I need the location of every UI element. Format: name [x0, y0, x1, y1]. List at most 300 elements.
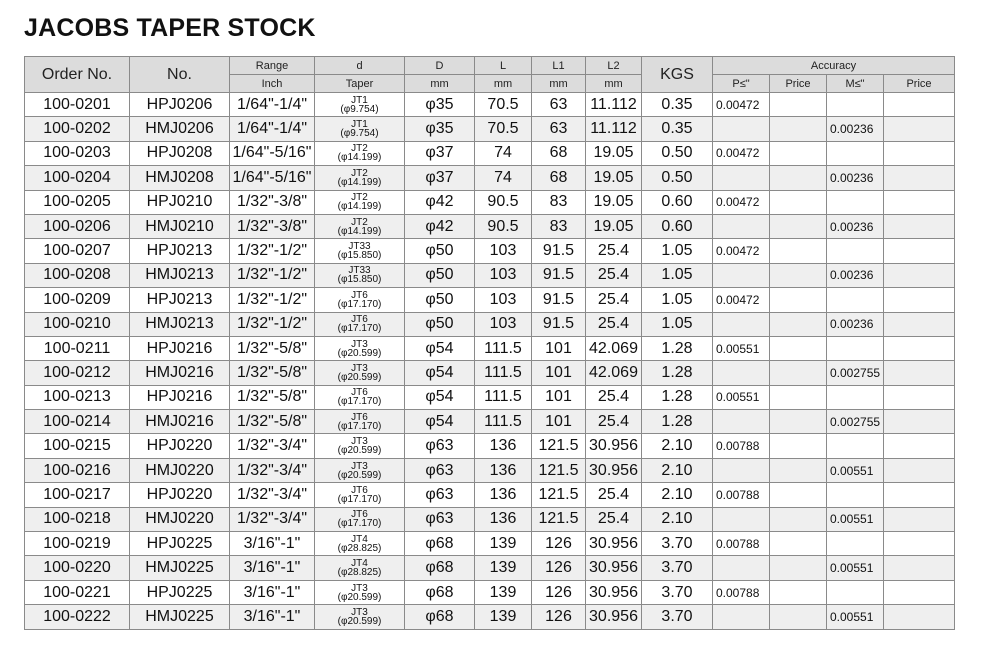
taper-diameter: (φ15.850) — [337, 250, 382, 262]
cell-accuracy-m — [827, 141, 884, 165]
cell-L2: 25.4 — [586, 288, 642, 312]
cell-L2: 25.4 — [586, 263, 642, 287]
cell-kgs: 1.05 — [642, 288, 713, 312]
cell-accuracy-m: 0.00236 — [827, 312, 884, 336]
cell-taper — [315, 434, 405, 458]
cell-accuracy-m — [827, 239, 884, 263]
cell-D: φ68 — [405, 580, 475, 604]
taper-name: JT6 — [351, 484, 368, 496]
cell-taper — [315, 336, 405, 360]
cell-L1: 121.5 — [532, 483, 586, 507]
taper-name: JT2 — [351, 216, 368, 228]
cell-taper — [315, 556, 405, 580]
header-L1: L1 — [532, 57, 586, 75]
cell-price-p — [770, 361, 827, 385]
cell-price-m — [884, 263, 955, 287]
cell-price-m — [884, 556, 955, 580]
header-price-m: Price — [884, 75, 955, 93]
cell-range: 3/16"-1" — [230, 532, 315, 556]
header-L2-unit: mm — [586, 75, 642, 93]
taper-diameter: (φ20.599) — [337, 469, 382, 481]
cell-order-no: 100-0216 — [25, 458, 130, 482]
taper-name: JT3 — [351, 338, 368, 350]
cell-kgs: 1.28 — [642, 336, 713, 360]
cell-taper — [315, 166, 405, 190]
cell-accuracy-m — [827, 190, 884, 214]
taper-diameter: (φ15.850) — [337, 274, 382, 286]
cell-L2: 42.069 — [586, 336, 642, 360]
cell-kgs: 1.05 — [642, 312, 713, 336]
cell-accuracy-m: 0.00551 — [827, 605, 884, 629]
cell-kgs: 0.60 — [642, 190, 713, 214]
taper-name: JT4 — [351, 533, 368, 545]
taper-name: JT33 — [348, 265, 371, 277]
taper-diameter: (φ17.170) — [337, 493, 382, 505]
cell-D: φ50 — [405, 239, 475, 263]
page-title: JACOBS TAPER STOCK — [24, 14, 316, 42]
cell-no: HPJ0220 — [130, 483, 230, 507]
cell-kgs: 0.35 — [642, 117, 713, 141]
cell-accuracy-m: 0.00551 — [827, 507, 884, 531]
cell-L: 103 — [475, 288, 532, 312]
cell-L: 136 — [475, 507, 532, 531]
cell-no: HMJ0220 — [130, 458, 230, 482]
cell-order-no: 100-0221 — [25, 580, 130, 604]
cell-L: 70.5 — [475, 117, 532, 141]
cell-L2: 30.956 — [586, 434, 642, 458]
cell-L2: 30.956 — [586, 532, 642, 556]
cell-taper — [315, 361, 405, 385]
cell-accuracy-p: 0.00472 — [713, 288, 770, 312]
cell-no: HMJ0216 — [130, 410, 230, 434]
cell-range: 1/64"-1/4" — [230, 93, 315, 117]
cell-taper — [315, 312, 405, 336]
cell-order-no: 100-0203 — [25, 141, 130, 165]
taper-diameter: (φ17.170) — [337, 298, 382, 310]
taper-name: JT2 — [351, 167, 368, 179]
cell-order-no: 100-0206 — [25, 214, 130, 238]
taper-diameter: (φ14.199) — [337, 152, 382, 164]
cell-range: 1/32"-3/4" — [230, 507, 315, 531]
cell-no: HPJ0208 — [130, 141, 230, 165]
table-row — [25, 141, 955, 165]
cell-accuracy-p: 0.00472 — [713, 190, 770, 214]
cell-taper — [315, 190, 405, 214]
cell-order-no: 100-0219 — [25, 532, 130, 556]
cell-no: HPJ0216 — [130, 385, 230, 409]
cell-taper — [315, 580, 405, 604]
table-row — [25, 93, 955, 117]
cell-accuracy-m — [827, 336, 884, 360]
cell-L2: 30.956 — [586, 605, 642, 629]
cell-L: 111.5 — [475, 385, 532, 409]
cell-accuracy-m — [827, 288, 884, 312]
cell-no: HPJ0206 — [130, 93, 230, 117]
cell-price-m — [884, 336, 955, 360]
cell-price-p — [770, 117, 827, 141]
cell-price-p — [770, 532, 827, 556]
cell-L: 139 — [475, 580, 532, 604]
header-L2: L2 — [586, 57, 642, 75]
cell-order-no: 100-0214 — [25, 410, 130, 434]
cell-accuracy-m — [827, 532, 884, 556]
taper-diameter: (φ9.754) — [340, 128, 379, 140]
cell-taper — [315, 385, 405, 409]
cell-order-no: 100-0222 — [25, 605, 130, 629]
cell-L: 103 — [475, 263, 532, 287]
cell-taper — [315, 93, 405, 117]
cell-L: 74 — [475, 166, 532, 190]
taper-name: JT6 — [351, 411, 368, 423]
cell-price-m — [884, 580, 955, 604]
cell-accuracy-m — [827, 385, 884, 409]
taper-name: JT3 — [351, 460, 368, 472]
header-d-unit: Taper — [315, 75, 405, 93]
cell-L1: 63 — [532, 93, 586, 117]
cell-L2: 30.956 — [586, 458, 642, 482]
cell-taper — [315, 117, 405, 141]
cell-range: 1/64"-1/4" — [230, 117, 315, 141]
cell-price-p — [770, 288, 827, 312]
cell-taper — [315, 483, 405, 507]
cell-L: 111.5 — [475, 336, 532, 360]
cell-no: HPJ0225 — [130, 532, 230, 556]
cell-accuracy-p — [713, 507, 770, 531]
cell-price-m — [884, 141, 955, 165]
cell-accuracy-m: 0.00236 — [827, 117, 884, 141]
taper-name: JT6 — [351, 289, 368, 301]
table-row — [25, 312, 955, 336]
cell-D: φ35 — [405, 93, 475, 117]
header-range: Range — [230, 57, 315, 75]
taper-name: JT6 — [351, 314, 368, 326]
cell-price-m — [884, 117, 955, 141]
cell-L1: 126 — [532, 580, 586, 604]
cell-order-no: 100-0207 — [25, 239, 130, 263]
cell-range: 1/32"-3/4" — [230, 434, 315, 458]
table-row — [25, 556, 955, 580]
cell-L: 103 — [475, 312, 532, 336]
cell-kgs: 1.28 — [642, 361, 713, 385]
header-no: No. — [130, 57, 230, 93]
cell-range: 3/16"-1" — [230, 605, 315, 629]
cell-price-p — [770, 556, 827, 580]
taper-diameter: (φ20.599) — [337, 615, 382, 627]
cell-D: φ50 — [405, 288, 475, 312]
cell-taper — [315, 288, 405, 312]
cell-accuracy-p — [713, 166, 770, 190]
cell-order-no: 100-0208 — [25, 263, 130, 287]
taper-diameter: (φ20.599) — [337, 591, 382, 603]
cell-price-p — [770, 93, 827, 117]
taper-diameter: (φ14.199) — [337, 225, 382, 237]
table-row — [25, 117, 955, 141]
cell-L2: 25.4 — [586, 385, 642, 409]
cell-L2: 42.069 — [586, 361, 642, 385]
table-row — [25, 434, 955, 458]
cell-range: 1/64"-5/16" — [230, 141, 315, 165]
cell-kgs: 1.05 — [642, 239, 713, 263]
cell-kgs: 2.10 — [642, 507, 713, 531]
cell-kgs: 2.10 — [642, 483, 713, 507]
cell-accuracy-m: 0.00236 — [827, 263, 884, 287]
cell-L1: 101 — [532, 410, 586, 434]
cell-price-m — [884, 312, 955, 336]
cell-L2: 30.956 — [586, 580, 642, 604]
header-d: d — [315, 57, 405, 75]
cell-accuracy-p: 0.00472 — [713, 93, 770, 117]
cell-L2: 25.4 — [586, 239, 642, 263]
cell-D: φ68 — [405, 605, 475, 629]
cell-taper — [315, 410, 405, 434]
cell-price-m — [884, 166, 955, 190]
cell-price-p — [770, 410, 827, 434]
cell-L1: 83 — [532, 190, 586, 214]
cell-L: 136 — [475, 458, 532, 482]
cell-accuracy-p — [713, 605, 770, 629]
cell-no: HMJ0213 — [130, 263, 230, 287]
table-row — [25, 214, 955, 238]
cell-range: 1/32"-5/8" — [230, 410, 315, 434]
cell-L2: 11.112 — [586, 117, 642, 141]
cell-kgs: 3.70 — [642, 532, 713, 556]
cell-taper — [315, 239, 405, 263]
cell-kgs: 0.60 — [642, 214, 713, 238]
cell-L: 90.5 — [475, 214, 532, 238]
cell-range: 1/32"-1/2" — [230, 239, 315, 263]
cell-kgs: 3.70 — [642, 580, 713, 604]
cell-accuracy-p — [713, 214, 770, 238]
cell-price-m — [884, 605, 955, 629]
cell-L: 111.5 — [475, 410, 532, 434]
cell-accuracy-p — [713, 117, 770, 141]
table-row — [25, 385, 955, 409]
cell-accuracy-p — [713, 312, 770, 336]
taper-name: JT2 — [351, 192, 368, 204]
cell-L1: 63 — [532, 117, 586, 141]
cell-L: 74 — [475, 141, 532, 165]
cell-accuracy-m: 0.00236 — [827, 166, 884, 190]
header-order-no: Order No. — [25, 57, 130, 93]
cell-L2: 19.05 — [586, 141, 642, 165]
table-row — [25, 263, 955, 287]
cell-taper — [315, 263, 405, 287]
table-row — [25, 336, 955, 360]
cell-accuracy-p — [713, 410, 770, 434]
header-m: M≤" — [827, 75, 884, 93]
cell-price-m — [884, 483, 955, 507]
cell-accuracy-p: 0.00788 — [713, 532, 770, 556]
cell-L: 90.5 — [475, 190, 532, 214]
cell-order-no: 100-0211 — [25, 336, 130, 360]
table-row — [25, 361, 955, 385]
cell-accuracy-p: 0.00472 — [713, 239, 770, 263]
cell-accuracy-p: 0.00788 — [713, 434, 770, 458]
cell-D: φ35 — [405, 117, 475, 141]
taper-diameter: (φ20.599) — [337, 347, 382, 359]
cell-L: 139 — [475, 556, 532, 580]
header-accuracy: Accuracy — [713, 57, 955, 75]
taper-diameter: (φ17.170) — [337, 323, 382, 335]
cell-accuracy-p — [713, 458, 770, 482]
table-row — [25, 507, 955, 531]
table-row — [25, 532, 955, 556]
cell-D: φ54 — [405, 336, 475, 360]
cell-accuracy-p — [713, 361, 770, 385]
cell-kgs: 2.10 — [642, 458, 713, 482]
cell-L2: 19.05 — [586, 166, 642, 190]
cell-D: φ68 — [405, 556, 475, 580]
taper-name: JT6 — [351, 509, 368, 521]
cell-D: φ68 — [405, 532, 475, 556]
taper-diameter: (φ17.170) — [337, 518, 382, 530]
cell-price-m — [884, 410, 955, 434]
taper-name: JT1 — [351, 94, 368, 106]
cell-accuracy-p: 0.00551 — [713, 385, 770, 409]
cell-no: HPJ0210 — [130, 190, 230, 214]
cell-D: φ54 — [405, 385, 475, 409]
cell-L1: 101 — [532, 361, 586, 385]
cell-order-no: 100-0202 — [25, 117, 130, 141]
cell-accuracy-p: 0.00551 — [713, 336, 770, 360]
cell-D: φ50 — [405, 263, 475, 287]
cell-accuracy-m — [827, 580, 884, 604]
cell-price-m — [884, 507, 955, 531]
cell-kgs: 2.10 — [642, 434, 713, 458]
cell-price-p — [770, 483, 827, 507]
cell-order-no: 100-0209 — [25, 288, 130, 312]
cell-taper — [315, 141, 405, 165]
cell-D: φ50 — [405, 312, 475, 336]
taper-diameter: (φ17.170) — [337, 420, 382, 432]
header-L1-unit: mm — [532, 75, 586, 93]
cell-L: 136 — [475, 434, 532, 458]
cell-range: 3/16"-1" — [230, 580, 315, 604]
cell-range: 3/16"-1" — [230, 556, 315, 580]
taper-name: JT3 — [351, 606, 368, 618]
taper-diameter: (φ28.825) — [337, 542, 382, 554]
cell-L: 70.5 — [475, 93, 532, 117]
cell-D: φ54 — [405, 410, 475, 434]
cell-price-p — [770, 458, 827, 482]
cell-no: HMJ0213 — [130, 312, 230, 336]
cell-L2: 19.05 — [586, 190, 642, 214]
cell-price-p — [770, 239, 827, 263]
cell-L1: 121.5 — [532, 458, 586, 482]
cell-D: φ37 — [405, 141, 475, 165]
cell-L1: 126 — [532, 556, 586, 580]
cell-no: HMJ0225 — [130, 605, 230, 629]
cell-L1: 101 — [532, 336, 586, 360]
cell-kgs: 1.05 — [642, 263, 713, 287]
cell-price-p — [770, 312, 827, 336]
cell-order-no: 100-0215 — [25, 434, 130, 458]
cell-D: φ63 — [405, 507, 475, 531]
cell-price-p — [770, 263, 827, 287]
cell-order-no: 100-0210 — [25, 312, 130, 336]
cell-order-no: 100-0217 — [25, 483, 130, 507]
taper-stock-table — [24, 56, 955, 630]
cell-no: HPJ0213 — [130, 239, 230, 263]
cell-D: φ42 — [405, 214, 475, 238]
cell-accuracy-m — [827, 483, 884, 507]
cell-accuracy-m: 0.002755 — [827, 361, 884, 385]
header-D: D — [405, 57, 475, 75]
cell-range: 1/32"-1/2" — [230, 288, 315, 312]
cell-kgs: 0.50 — [642, 141, 713, 165]
cell-L1: 91.5 — [532, 312, 586, 336]
cell-taper — [315, 605, 405, 629]
cell-order-no: 100-0212 — [25, 361, 130, 385]
cell-kgs: 3.70 — [642, 556, 713, 580]
cell-L: 136 — [475, 483, 532, 507]
cell-L1: 121.5 — [532, 507, 586, 531]
cell-accuracy-m — [827, 434, 884, 458]
cell-D: φ54 — [405, 361, 475, 385]
taper-name: JT3 — [351, 582, 368, 594]
cell-D: φ63 — [405, 483, 475, 507]
taper-name: JT33 — [348, 241, 371, 253]
cell-range: 1/32"-3/4" — [230, 458, 315, 482]
cell-L1: 101 — [532, 385, 586, 409]
cell-L1: 126 — [532, 605, 586, 629]
cell-order-no: 100-0220 — [25, 556, 130, 580]
cell-range: 1/32"-5/8" — [230, 385, 315, 409]
cell-range: 1/32"-1/2" — [230, 312, 315, 336]
cell-order-no: 100-0205 — [25, 190, 130, 214]
taper-diameter: (φ17.170) — [337, 396, 382, 408]
cell-L1: 91.5 — [532, 288, 586, 312]
cell-price-p — [770, 214, 827, 238]
table-row — [25, 288, 955, 312]
cell-range: 1/32"-5/8" — [230, 361, 315, 385]
cell-accuracy-m: 0.002755 — [827, 410, 884, 434]
table-row — [25, 166, 955, 190]
taper-diameter: (φ28.825) — [337, 567, 382, 579]
cell-kgs: 0.50 — [642, 166, 713, 190]
cell-kgs: 0.35 — [642, 93, 713, 117]
cell-price-p — [770, 605, 827, 629]
cell-no: HPJ0220 — [130, 434, 230, 458]
cell-taper — [315, 214, 405, 238]
cell-price-m — [884, 385, 955, 409]
cell-range: 1/32"-3/8" — [230, 190, 315, 214]
cell-L: 139 — [475, 532, 532, 556]
cell-D: φ42 — [405, 190, 475, 214]
taper-name: JT2 — [351, 143, 368, 155]
taper-diameter: (φ14.199) — [337, 176, 382, 188]
cell-price-p — [770, 580, 827, 604]
cell-price-m — [884, 361, 955, 385]
cell-L2: 25.4 — [586, 507, 642, 531]
table-row — [25, 239, 955, 263]
cell-L: 103 — [475, 239, 532, 263]
cell-L2: 19.05 — [586, 214, 642, 238]
cell-price-m — [884, 214, 955, 238]
cell-taper — [315, 532, 405, 556]
cell-D: φ37 — [405, 166, 475, 190]
cell-L1: 68 — [532, 141, 586, 165]
cell-price-m — [884, 190, 955, 214]
header-L-unit: mm — [475, 75, 532, 93]
taper-name: JT6 — [351, 387, 368, 399]
table-row — [25, 605, 955, 629]
cell-price-m — [884, 434, 955, 458]
taper-diameter: (φ9.754) — [340, 103, 379, 115]
cell-L: 139 — [475, 605, 532, 629]
cell-taper — [315, 458, 405, 482]
header-p: P≤" — [713, 75, 770, 93]
